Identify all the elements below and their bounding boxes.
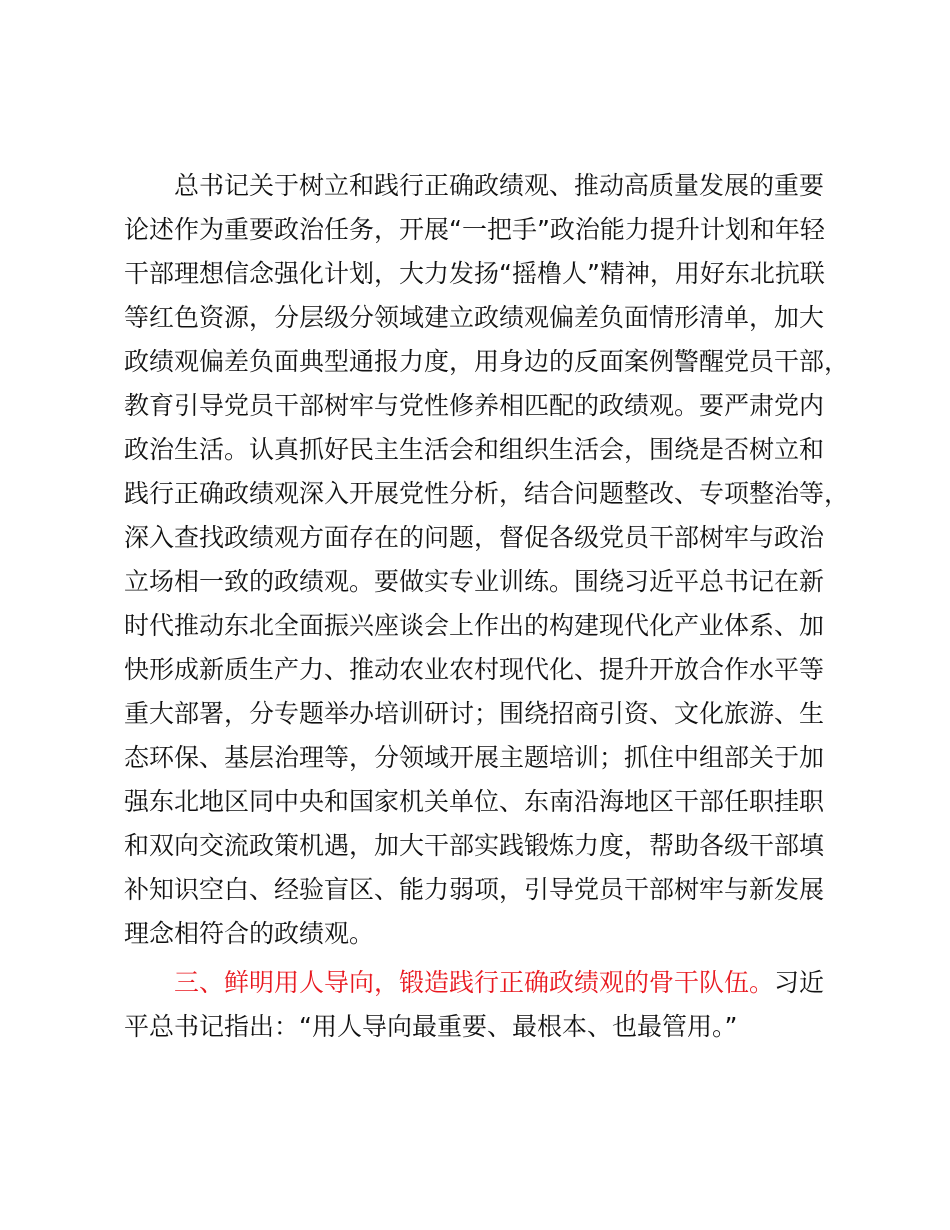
section-heading: 三、鲜明用人导向，锻造践行正确政绩观的骨干队伍。 (174, 968, 775, 997)
paragraph-line: 论述作为重要政治任务，开展“一把手”政治能力提升计划和年轻 (124, 215, 825, 244)
paragraph-line: 教育引导党员干部树牢与党性修养相匹配的政绩观。要严肃党内 (124, 391, 825, 420)
paragraph-line: 和双向交流政策机遇，加大干部实践锻炼力度，帮助各级干部填 (124, 831, 825, 860)
paragraph-2-first-line (174, 961, 894, 1005)
paragraph-line: 总书记关于树立和践行正确政绩观、推动高质量发展的重要 (174, 171, 825, 200)
paragraph-line: 等红色资源，分层级分领域建立政绩观偏差负面情形清单，加大 (124, 303, 825, 332)
paragraph-line: 立场相一致的政绩观。要做实专业训练。围绕习近平总书记在新 (124, 567, 825, 596)
paragraph-line: 时代推动东北全面振兴座谈会上作出的构建现代化产业体系、加 (124, 611, 825, 640)
paragraph-line: 平总书记指出：“用人导向最重要、最根本、也最管用。” (124, 1012, 738, 1041)
paragraph-line: 政治生活。认真抓好民主生活会和组织生活会，围绕是否树立和 (124, 435, 825, 464)
paragraph-line: 践行正确政绩观深入开展党性分析，结合问题整改、专项整治等， (124, 479, 850, 508)
paragraph-line: 干部理想信念强化计划，大力发扬“摇橹人”精神，用好东北抗联 (124, 259, 825, 288)
paragraph-line: 快形成新质生产力、推动农业农村现代化、提升开放合作水平等 (124, 655, 825, 684)
paragraph-line: 深入查找政绩观方面存在的问题，督促各级党员干部树牢与政治 (124, 523, 825, 552)
paragraph-line: 态环保、基层治理等，分领域开展主题培训；抓住中组部关于加 (124, 743, 825, 772)
paragraph-line: 政绩观偏差负面典型通报力度，用身边的反面案例警醒党员干部， (124, 347, 850, 376)
paragraph-line: 补知识空白、经验盲区、能力弱项，引导党员干部树牢与新发展 (124, 875, 825, 904)
paragraph-line: 重大部署，分专题举办培训研讨；围绕招商引资、文化旅游、生 (124, 699, 825, 728)
paragraph-text: 习近 (774, 968, 825, 997)
paragraph-line: 强东北地区同中央和国家机关单位、东南沿海地区干部任职挂职 (124, 787, 825, 816)
paragraph-line: 理念相符合的政绩观。 (124, 919, 375, 948)
